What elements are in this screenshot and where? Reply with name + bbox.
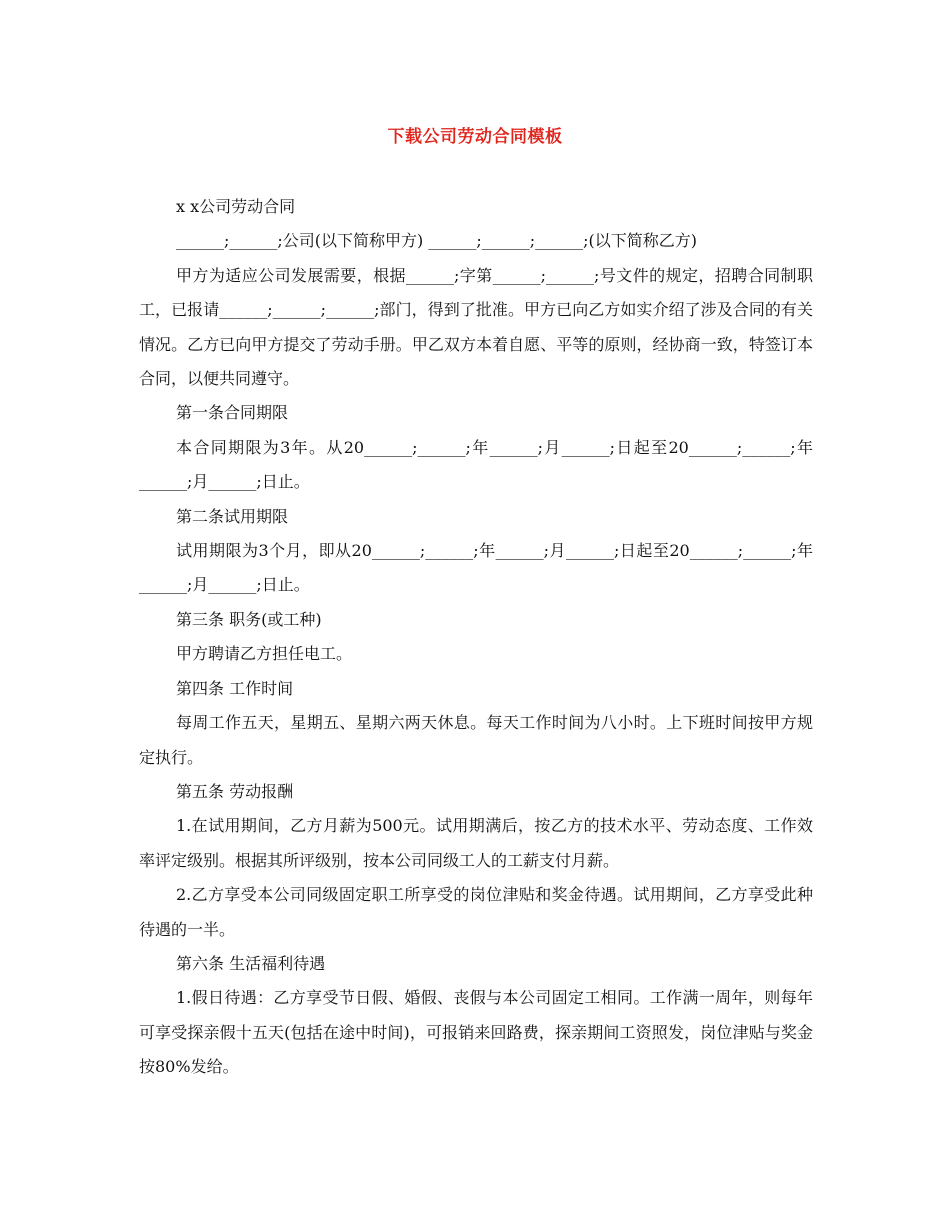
article-3-text: 甲方聘请乙方担任电工。 (176, 644, 353, 664)
document-body (139, 190, 813, 1085)
preamble-paragraph: 甲方为适应公司发展需要，根据______;字第______;______;号文件的规定，招聘合同制职工，已报请______;______;______;部门，得到了批准。甲方已向乙方如实介绍了涉及合同的有关情况。乙方已向甲方提交了劳动手册。甲乙双方本着自愿、平等的原则，经协商一致，特签订本合同，以便共同遵守。 (139, 265, 813, 389)
article-2-heading: 第二条试用期限 (176, 506, 289, 526)
contract-heading: x x公司劳动合同 (176, 197, 296, 216)
article-5-heading: 第五条 劳动报酬 (176, 781, 294, 801)
article-6-heading: 第六条 生活福利待遇 (176, 953, 326, 973)
article-4-heading: 第四条 工作时间 (176, 678, 294, 698)
article-1-text: 本合同期限为3年。从20______;______;年______;月______;日起至20______;______;年______;月______;日止。 (139, 437, 813, 492)
article-5-item-1: 1.在试用期间，乙方月薪为500元。试用期满后，按乙方的技术水平、劳动态度、工作效率评定级别。根据其所评级别，按本公司同级工人的工薪支付月薪。 (139, 816, 813, 870)
article-4-text: 每周工作五天，星期五、星期六两天休息。每天工作时间为八小时。上下班时间按甲方规定执行。 (139, 713, 813, 767)
parties-line: ______;______;公司(以下简称甲方) ______;______;______;(以下简称乙方) (176, 231, 698, 251)
article-5-item-2: 2.乙方享受本公司同级固定职工所享受的岗位津贴和奖金待遇。试用期间，乙方享受此种待遇的一半。 (139, 885, 813, 939)
document-title: 下载公司劳动合同模板 (387, 127, 563, 147)
article-2-text: 试用期限为3个月，即从20______;______;年______;月______;日起至20______;______;年______;月______;日止。 (139, 541, 813, 595)
article-6-item-1: 1.假日待遇：乙方享受节日假、婚假、丧假与本公司固定工相同。工作满一周年，则每年可享受探亲假十五天(包括在途中时间)，可报销来回路费，探亲期间工资照发，岗位津贴与奖金按80%发给。 (139, 988, 813, 1077)
article-1-heading: 第一条合同期限 (176, 403, 289, 423)
article-3-heading: 第三条 职务(或工种) (176, 609, 322, 629)
